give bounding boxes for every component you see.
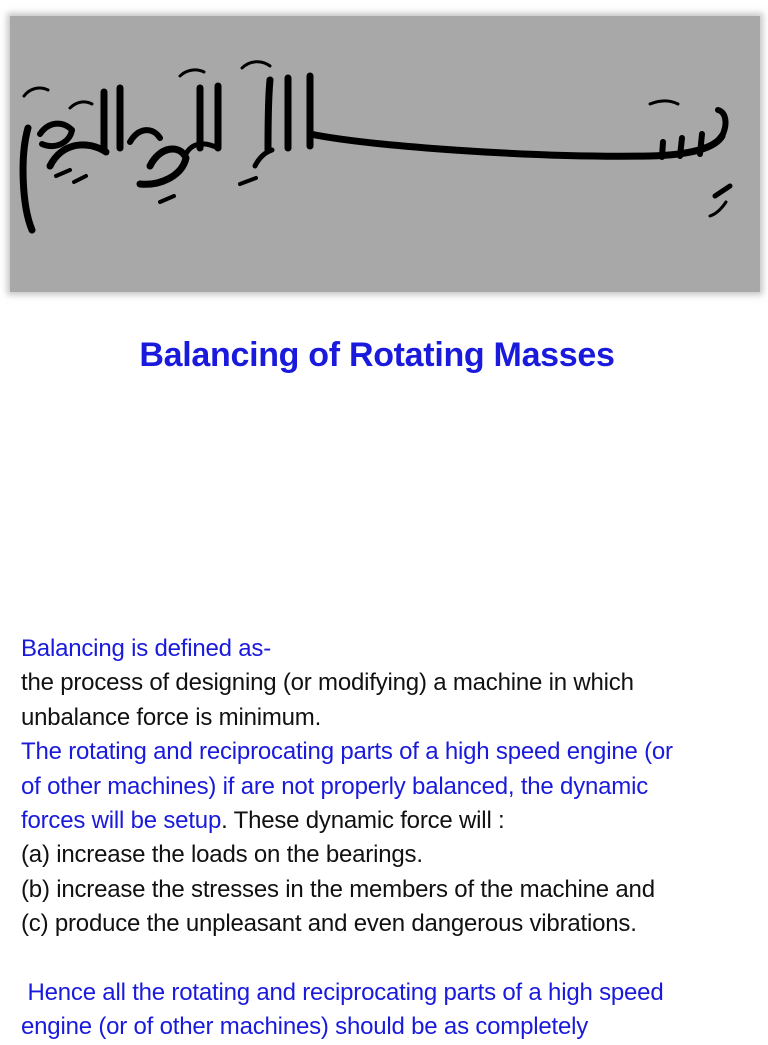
- blue-statement-line-3: [21, 804, 761, 838]
- list-item-a: (a) increase the loads on the bearings.: [21, 841, 423, 869]
- body-text: [21, 632, 761, 1045]
- blue-statement-line-3-highlight: forces will be setup: [21, 807, 222, 835]
- list-item-b: (b) increase the stresses in the members of the machine and: [21, 875, 655, 903]
- conclusion-line-2: engine (or of other machines) should be as completely: [21, 1013, 589, 1041]
- bismillah-calligraphy-image: [10, 16, 760, 292]
- definition-line-1: the process of designing (or modifying) a machine in which: [21, 669, 634, 697]
- blue-statement-line-2: of other machines) if are not properly balanced, the dynamic: [21, 772, 649, 800]
- bismillah-banner: [10, 16, 760, 292]
- blue-statement-line-1: The rotating and reciprocating parts of a high speed engine (or: [21, 738, 673, 766]
- definition-line-2: unbalance force is minimum.: [21, 703, 322, 731]
- blue-statement-line-3-rest: . These dynamic force will :: [221, 807, 505, 835]
- conclusion-line-1: Hence all the rotating and reciprocating parts of a high speed: [21, 979, 664, 1007]
- list-item-c: (c) produce the unpleasant and even dangerous vibrations.: [21, 910, 637, 938]
- paragraph-gap: [21, 942, 761, 976]
- page-title: Balancing of Rotating Masses: [139, 336, 615, 374]
- definition-heading: Balancing is defined as-: [21, 635, 272, 662]
